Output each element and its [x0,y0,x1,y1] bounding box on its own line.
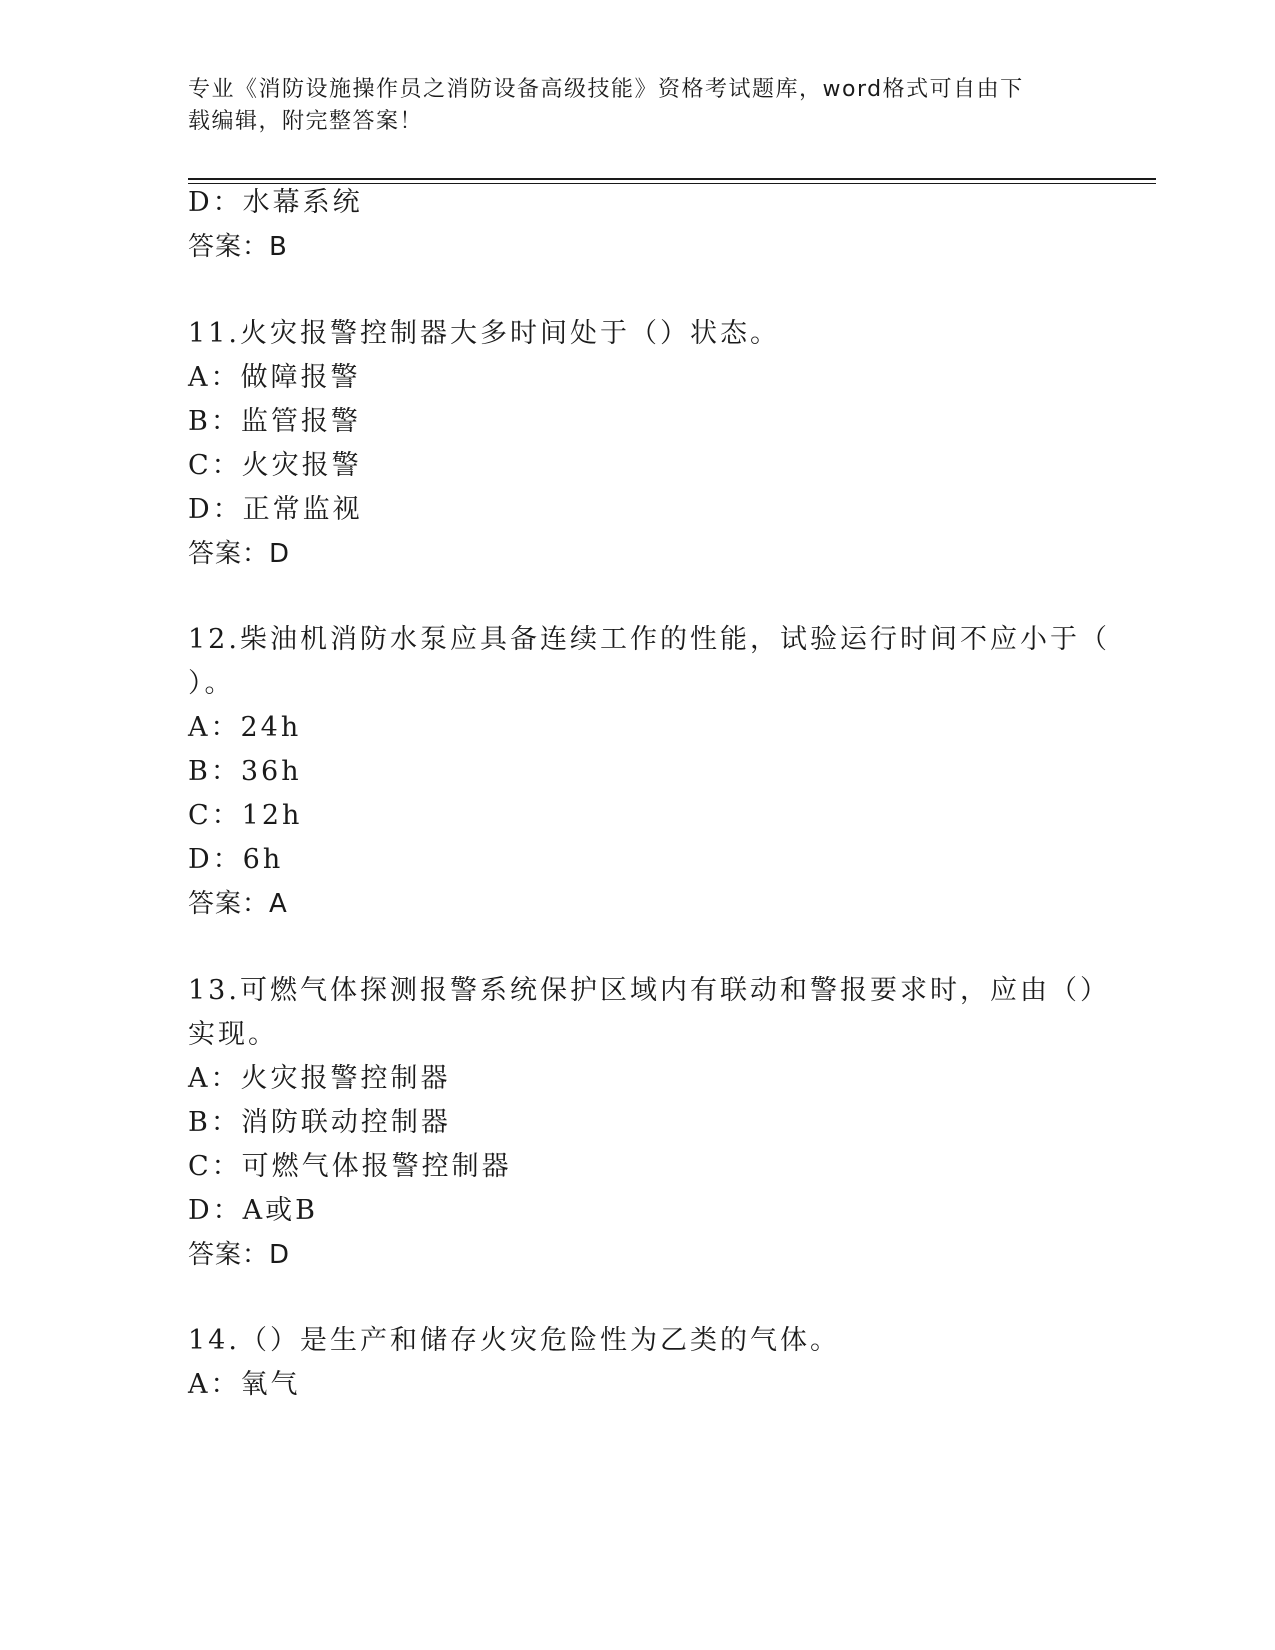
q14-option-a: A：氧气 [188,1369,301,1400]
prev-answer: 答案：B [188,232,288,262]
q12-option-b: B：36h [188,756,302,787]
document-header [188,74,1088,138]
q12-stem-line-2: ）。 [188,668,235,699]
q13-stem-line-1: 13.可燃气体探测报警系统保护区域内有联动和警报要求时，应由（） [188,975,1110,1006]
q12-option-c: C：12h [188,800,303,831]
header-divider-thick [188,178,1156,180]
q11-stem: 11.火灾报警控制器大多时间处于（）状态。 [188,318,780,349]
q12-option-d: D：6h [188,844,284,875]
q12-answer: 答案：A [188,889,288,919]
q11-option-d: D：正常监视 [188,494,363,525]
header-line-1: 专业《消防设施操作员之消防设备高级技能》资格考试题库，word格式可自由下 [188,77,1024,102]
q11-option-c: C：火灾报警 [188,450,362,481]
prev-option-d: D：水幕系统 [188,187,363,218]
q13-answer: 答案：D [188,1240,291,1270]
q11-answer: 答案：D [188,539,291,569]
q12-stem-line-1: 12.柴油机消防水泵应具备连续工作的性能，试验运行时间不应小于（ [188,624,1110,655]
q14-stem: 14.（）是生产和储存火灾危险性为乙类的气体。 [188,1325,840,1356]
header-divider-thin [188,183,1156,184]
q13-option-d: D：A或B [188,1195,318,1226]
header-line-2: 载编辑，附完整答案！ [188,109,424,134]
q13-option-c: C：可燃气体报警控制器 [188,1151,512,1182]
q12-option-a: A：24h [188,712,302,743]
q13-option-a: A：火灾报警控制器 [188,1063,451,1094]
q13-option-b: B：消防联动控制器 [188,1107,451,1138]
q11-option-a: A：做障报警 [188,362,361,393]
q11-option-b: B：监管报警 [188,406,361,437]
q13-stem-line-2: 实现。 [188,1019,278,1050]
